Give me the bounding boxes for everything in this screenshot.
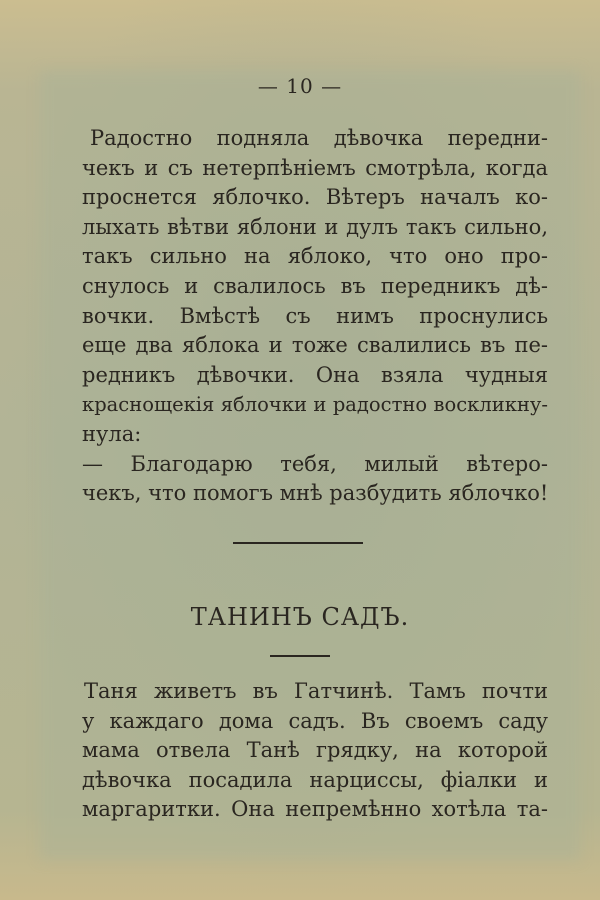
text-line: чекъ, что помогъ мнѣ разбудить яблочко! [82, 481, 549, 506]
paragraph-apple-story [82, 124, 548, 509]
text-line: Радостно подняла дѣвочка передни- [90, 126, 548, 150]
text-line: вочки. Вмѣстѣ съ нимъ проснулись [82, 303, 548, 328]
text-line: лыхать вѣтви яблони и дулъ такъ сильно, [82, 214, 548, 239]
text-line: — Благодарю тебя, милый вѣтеро- [82, 451, 548, 476]
text-line: чекъ и съ нетерпѣніемъ смотрѣла, когда [82, 155, 548, 180]
paragraph-tanya-garden [82, 677, 548, 825]
text-line: Таня живетъ въ Гатчинѣ. Тамъ почти [84, 679, 548, 703]
text-line: дѣвочка посадила нарциссы, фіалки и [82, 767, 548, 792]
text-line: мама отвела Танѣ грядку, на которой [82, 738, 548, 763]
section-divider [233, 542, 363, 544]
text-line: еще два яблока и тоже свалились въ пе- [82, 333, 548, 358]
text-line: такъ сильно на яблоко, что оно про- [82, 244, 548, 269]
text-line: редникъ дѣвочки. Она взяла чудныя [82, 362, 548, 387]
heading-underline [270, 655, 330, 657]
section-heading: ТАНИНЪ САДЪ. [190, 603, 410, 631]
text-line: маргаритки. Она непремѣнно хотѣла та- [82, 797, 548, 822]
text-line: у каждаго дома садъ. Въ своемъ саду [82, 708, 548, 733]
page-number: — 10 — [257, 74, 343, 98]
text-line: проснется яблочко. Вѣтеръ началъ ко- [82, 185, 548, 210]
text-line: снулось и свалилось въ передникъ дѣ- [82, 273, 548, 298]
text-line: краснощекія яблочки и радостно воскликну- [82, 393, 548, 417]
text-line: нула: [82, 421, 142, 446]
